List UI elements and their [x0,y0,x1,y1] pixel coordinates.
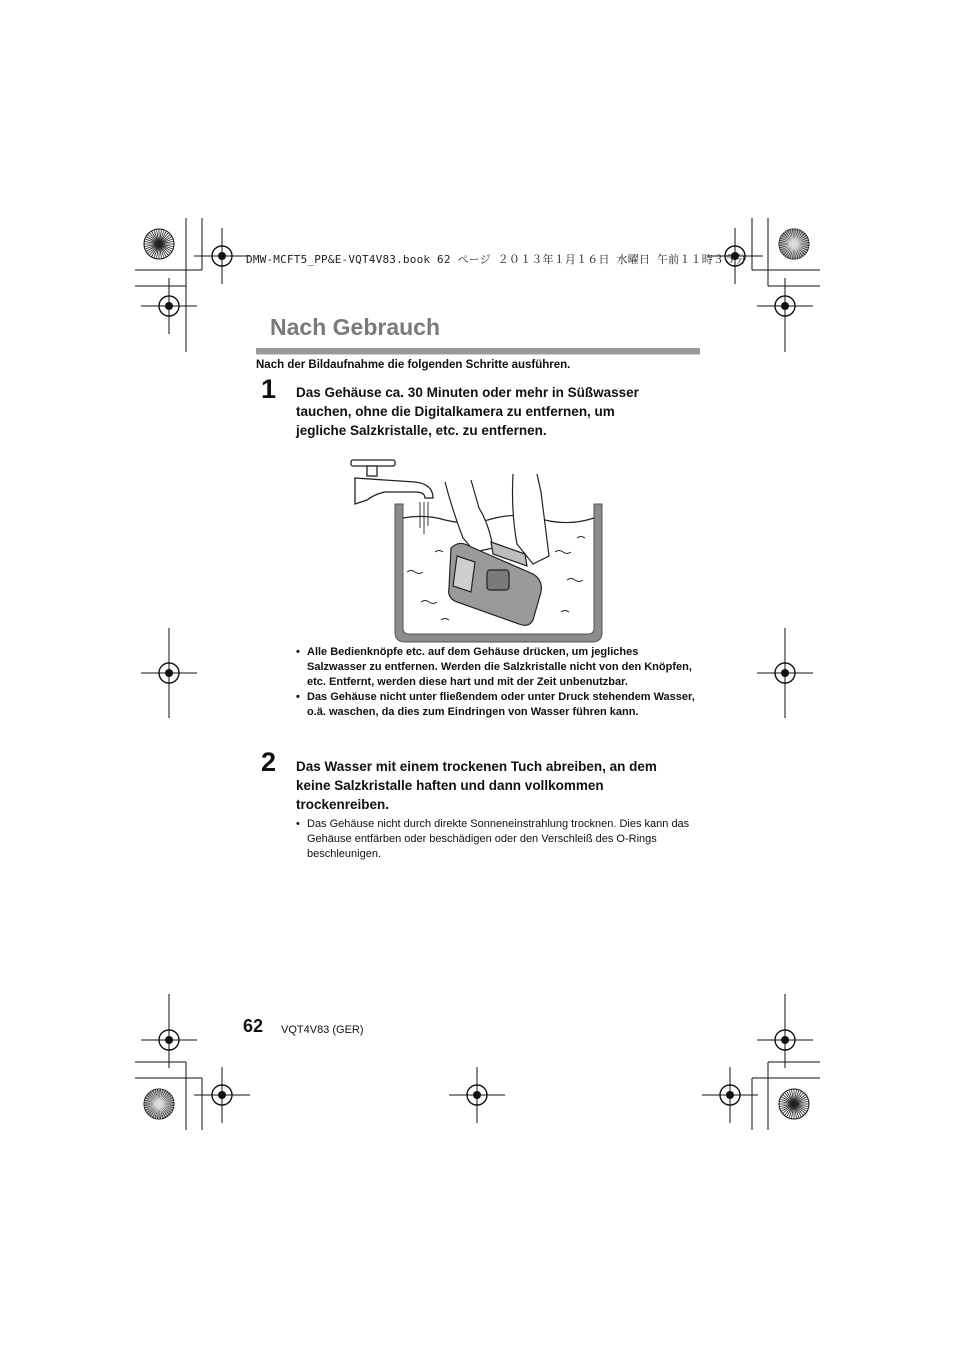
step-1-line: tauchen, ohne die Digitalkamera zu entfernen, um [296,404,615,419]
bullet-icon: • [296,646,300,658]
step-2-line: trockenreiben. [296,797,390,812]
crosshair-icon [449,1067,505,1123]
print-header: DMW-MCFT5_PP&E-VQT4V83.book 62 ページ ２０１３年１月１６日 水曜日 午前１１時３５分 [246,253,747,266]
bullet-icon: • [296,691,300,703]
note-text: Das Gehäuse nicht unter fließendem oder unter Druck stehendem Wasser, o.ä. waschen, da dies zum Eindringen von Wasser führen kann. [307,691,695,718]
note-item [296,645,696,690]
starburst-target-icon [779,229,809,259]
step-2-line: keine Salzkristalle haften und dann vollkommen [296,778,604,793]
step-1-text [296,383,706,440]
starburst-target-icon [144,229,174,259]
note-item [296,817,696,862]
step-1-number: 1 [261,374,277,404]
title-rule-shadow [256,354,700,355]
step-1-line: jegliche Salzkristalle, etc. zu entfernen. [296,423,547,438]
faucet-icon [351,460,433,504]
step-2-text [296,757,706,814]
note-text: Das Gehäuse nicht durch direkte Sonneneinstrahlung trocknen. Dies kann das Gehäuse entfärben oder beschädigen oder den Verschleiß des O-Rings beschleunigen. [307,818,690,860]
step-2-number: 2 [261,747,277,777]
page-title: Nach Gebrauch [270,314,440,340]
note-text: Alle Bedienknöpfe etc. auf dem Gehäuse drücken, um jegliches Salzwasser zu entfernen. Werden die Salzkristalle nicht von den Knöpfen, etc. Entfernt, werden diese hart und mit der Zeit unbenutzbar. [307,646,692,688]
crosshair-icon [141,645,197,701]
intro-text: Nach der Bildaufnahme die folgenden Schritte ausführen. [256,359,571,371]
step-2-notes [296,817,696,862]
crosshair-icon [757,1012,813,1068]
page-number: 62 [243,1016,264,1036]
page-code: VQT4V83 (GER) [281,1024,364,1036]
crosshair-icon [757,645,813,701]
bullet-icon: • [296,818,300,830]
note-item [296,690,696,720]
water-surface [403,515,594,522]
crosshair-icon [141,1012,197,1068]
step-1-notes [296,645,696,720]
rinsing-illustration [345,452,607,646]
step-1-line: Das Gehäuse ca. 30 Minuten oder mehr in Süßwasser [296,385,639,400]
starburst-target-icon [144,1089,174,1119]
starburst-target-icon [779,1089,809,1119]
step-2-line: Das Wasser mit einem trockenen Tuch abreiben, an dem [296,759,657,774]
crosshair-icon [702,1067,758,1123]
